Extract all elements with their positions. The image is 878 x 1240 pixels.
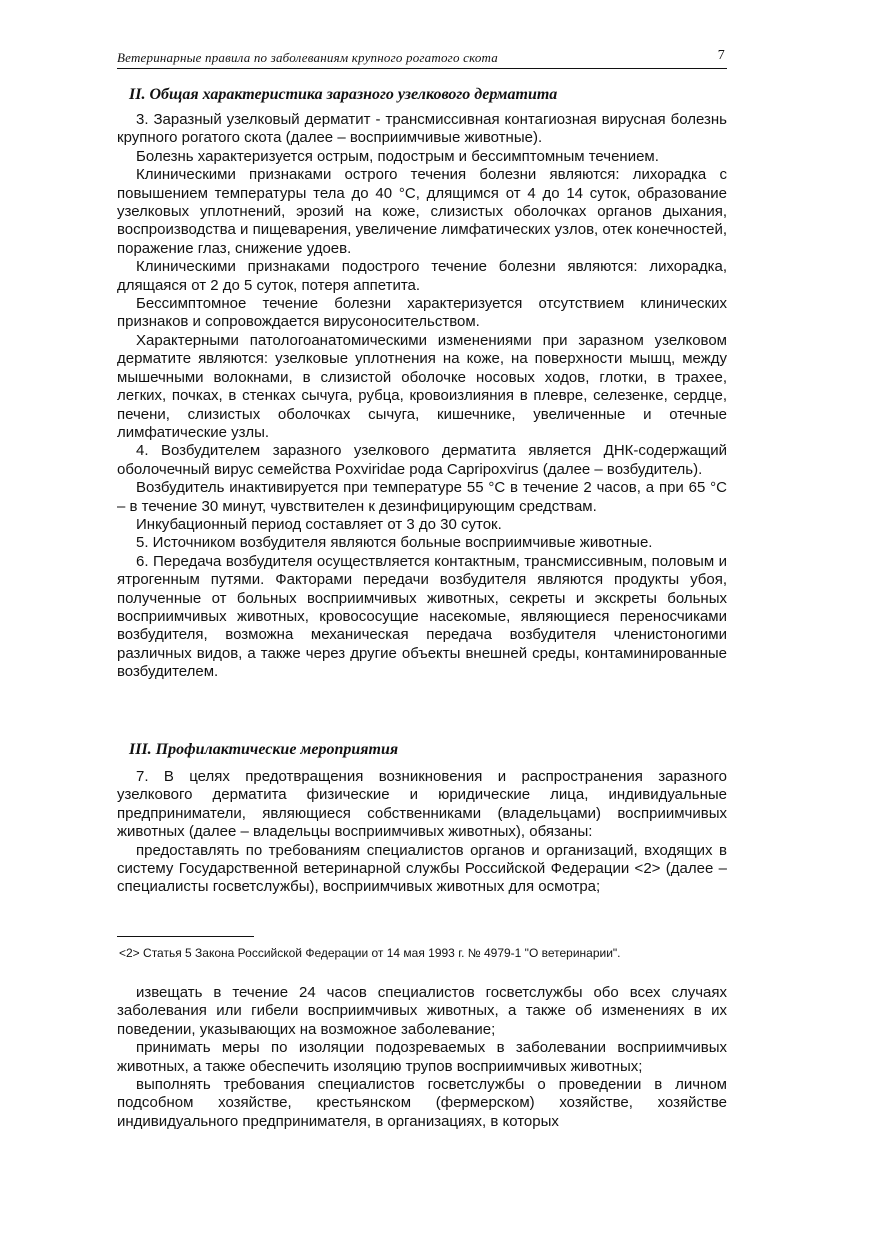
continuation-body	[117, 984, 727, 1131]
running-header	[117, 48, 727, 69]
paragraph: Клиническими признаками подострого течение болезни являются: лихорадка, длящаяся от 2 до 5 суток, потеря аппетита.	[117, 258, 727, 294]
paragraph: 6. Передача возбудителя осуществляется контактным, трансмиссивным, половым и ятрогенным путями. Факторами передачи возбудителя являются продукты убоя, полученные от больных восприимчивых животных, секреты и экскреты больных восприимчивых животных, кровососущие насекомые, являющиеся переносчиками возбудителя, возможна механическая передача возбудителя членистоногими различных видов, а также через другие объекты внешней среды, контаминированные возбудителем.	[117, 552, 727, 681]
section-2-body	[117, 111, 727, 682]
paragraph: выполнять требования специалистов госветслужбы о проведении в личном подсобном хозяйстве, крестьянском (фермерском) хозяйстве, хозяйстве индивидуального предпринимателя, в организациях, в которых	[117, 1076, 727, 1130]
paragraph: Болезнь характеризуется острым, подострым и бессимптомным течением.	[136, 147, 659, 165]
running-header-title: Ветеринарные правила по заболеваниям крупного рогатого скота	[117, 50, 498, 65]
paragraph: 7. В целях предотвращения возникновения и распространения заразного узелкового дерматита физические и юридические лица, индивидуальные предприниматели, являющиеся собственниками (владельцами) восприимчивых животных (далее – владельцы восприимчивых животных), обязаны:	[117, 768, 727, 841]
paragraph: принимать меры по изоляции подозреваемых в заболевании восприимчивых животных, а также обеспечить изоляцию трупов восприимчивых животных;	[117, 1039, 727, 1075]
paragraph: Характерными патологоанатомическими изменениями при заразном узелковом дерматите являются: узелковые уплотнения на коже, на поверхности мышц, между мышечными волокнами, в слизистой оболочке носовых ходов, глотки, в трахее, легких, почках, в стенках сычуга, рубца, кровоизлияния в плевре, селезенке, сердце, печени, слизистых оболочках сычуга, кишечнике, увеличенные и отечные лимфатические узлы.	[117, 331, 727, 441]
footnote-divider	[117, 936, 254, 937]
section-2-heading: II. Общая характеристика заразного узелкового дерматита	[129, 86, 558, 103]
section-3-heading: III. Профилактические мероприятия	[129, 741, 399, 758]
paragraph: Бессимптомное течение болезни характеризуется отсутствием клинических признаков и сопровождается вирусоносительством.	[117, 295, 727, 331]
paragraph: 4. Возбудителем заразного узелкового дерматита является ДНК-содержащий оболочечный вирус семейства Poxviridae рода Capripoxvirus (далее – возбудитель).	[117, 442, 727, 478]
section-3-body	[117, 768, 727, 897]
page-number: 7	[717, 48, 725, 63]
paragraph: извещать в течение 24 часов специалистов госветслужбы обо всех случаях заболевания или гибели восприимчивых животных, а также об изменениях в их поведении, указывающих на возможное заболевание;	[117, 984, 727, 1038]
paragraph: предоставлять по требованиям специалистов органов и организаций, входящих в систему Государственной ветеринарной службы Российской Федерации <2> (далее – специалисты госветслужбы), восприимчивых животных для осмотра;	[117, 841, 727, 896]
paragraph: Инкубационный период составляет от 3 до 30 суток.	[136, 515, 502, 533]
paragraph: Клиническими признаками острого течения болезни являются: лихорадка с повышением температуры тела до 40 °С, длящимся от 4 до 14 суток, образование узелковых уплотнений, эрозий на коже, слизистых оболочках органов дыхания, воспроизводства и пищеварения, увеличение лимфатических узлов, отек конечностей, поражение глаз, снижение удоев.	[117, 166, 727, 257]
footnote: <2> Статья 5 Закона Российской Федерации от 14 мая 1993 г. № 4979-1 "О ветеринарии".	[119, 946, 621, 960]
paragraph: 3. Заразный узелковый дерматит - трансмиссивная контагиозная вирусная болезнь крупного рогатого скота (далее – восприимчивые животные).	[117, 111, 727, 147]
paragraph: 5. Источником возбудителя являются больные восприимчивые животные.	[136, 534, 653, 552]
paragraph: Возбудитель инактивируется при температуре 55 °С в течение 2 часов, а при 65 °С – в течение 30 минут, чувствителен к дезинфицирующим средствам.	[117, 479, 727, 515]
